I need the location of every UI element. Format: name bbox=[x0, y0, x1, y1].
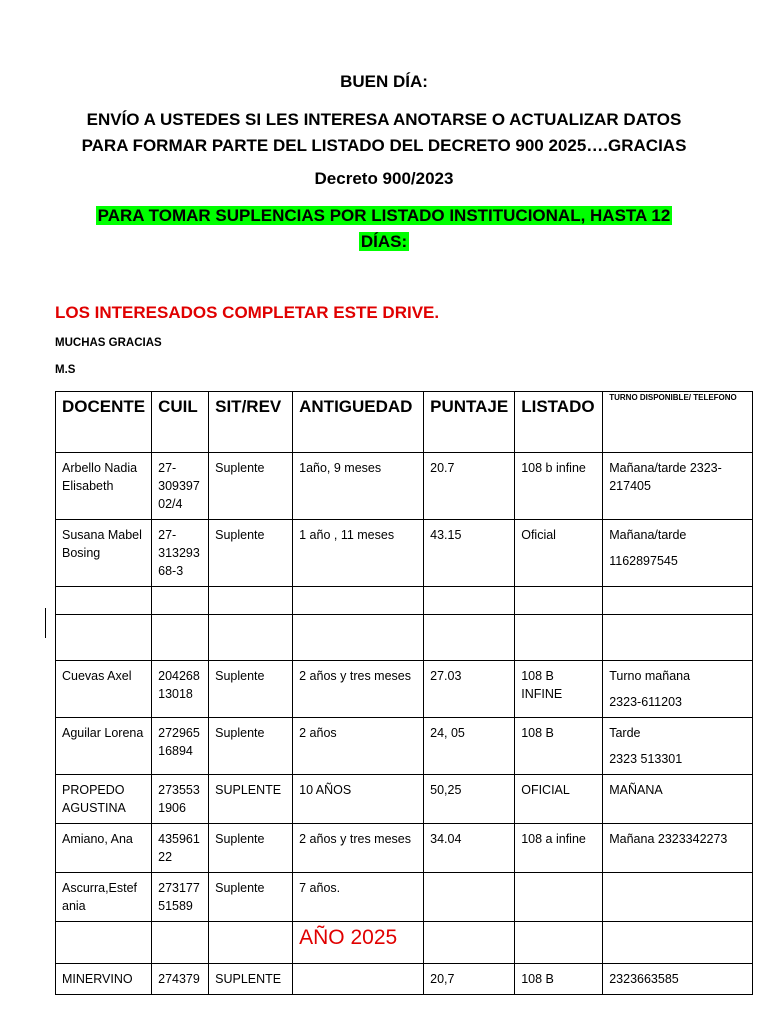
cell-antiguedad: 1 año , 11 meses bbox=[293, 520, 424, 587]
empty-cell bbox=[56, 922, 152, 964]
cell-listado: 108 B bbox=[515, 718, 603, 775]
col-header-puntaje: PUNTAJE bbox=[424, 392, 515, 453]
cell-antiguedad: 7 años. bbox=[293, 873, 424, 922]
greeting-heading: BUEN DÍA: bbox=[340, 72, 428, 91]
cell-cuil: 274379 bbox=[152, 964, 209, 995]
text-cursor bbox=[45, 608, 46, 638]
cell-sit bbox=[209, 615, 293, 661]
cell-docente: MINERVINO bbox=[56, 964, 152, 995]
cell-cuil: 204268 13018 bbox=[152, 661, 209, 718]
col-header-turno-telefono: TURNO DISPONIBLE/ TELEFONO bbox=[603, 392, 753, 453]
cell-docente: Cuevas Axel bbox=[56, 661, 152, 718]
highlight-notice bbox=[0, 203, 768, 255]
table-row bbox=[56, 718, 753, 775]
cell-sit bbox=[209, 587, 293, 615]
cell-turno: Mañana/tarde 2323-217405 bbox=[603, 453, 753, 520]
cell-turno: Mañana/tarde 1162897545 bbox=[603, 520, 753, 587]
cell-docente: Ascurra,Estef ania bbox=[56, 873, 152, 922]
cell-docente: Arbello Nadia Elisabeth bbox=[56, 453, 152, 520]
cell-listado: 108 B bbox=[515, 964, 603, 995]
thanks-text: MUCHAS GRACIAS bbox=[55, 337, 162, 349]
cell-puntaje: 24, 05 bbox=[424, 718, 515, 775]
year-label-cell: AÑO 2025 bbox=[293, 922, 424, 964]
cell-antiguedad bbox=[293, 587, 424, 615]
cell-antiguedad bbox=[293, 964, 424, 995]
cell-puntaje: 20,7 bbox=[424, 964, 515, 995]
cell-sit: SUPLENTE bbox=[209, 964, 293, 995]
cell-cuil bbox=[152, 587, 209, 615]
table-row bbox=[56, 587, 753, 615]
cell-turno: Mañana 2323342273 bbox=[603, 824, 753, 873]
cell-puntaje bbox=[424, 873, 515, 922]
table-row bbox=[56, 775, 753, 824]
col-header-sit-rev: SIT/REV bbox=[209, 392, 293, 453]
table-row bbox=[56, 453, 753, 520]
cell-turno: Turno mañana 2323-611203 bbox=[603, 661, 753, 718]
table-row bbox=[56, 520, 753, 587]
table-header-row bbox=[56, 392, 753, 453]
cell-puntaje: 34.04 bbox=[424, 824, 515, 873]
cell-puntaje bbox=[424, 587, 515, 615]
table-row bbox=[56, 964, 753, 995]
cell-listado: 108 a infine bbox=[515, 824, 603, 873]
cell-antiguedad bbox=[293, 615, 424, 661]
drive-notice: LOS INTERESADOS COMPLETAR ESTE DRIVE. bbox=[55, 303, 440, 322]
cell-docente: PROPEDO AGUSTINA bbox=[56, 775, 152, 824]
col-header-docente: DOCENTE bbox=[56, 392, 152, 453]
table-row bbox=[56, 824, 753, 873]
highlight-line-2: DÍAS: bbox=[360, 232, 408, 251]
col-header-cuil: CUIL bbox=[152, 392, 209, 453]
cell-antiguedad: 2 años y tres meses bbox=[293, 824, 424, 873]
cell-turno bbox=[603, 615, 753, 661]
cell-sit: SUPLENTE bbox=[209, 775, 293, 824]
cell-sit: Suplente bbox=[209, 453, 293, 520]
cell-antiguedad: 2 años y tres meses bbox=[293, 661, 424, 718]
cell-antiguedad: 2 años bbox=[293, 718, 424, 775]
empty-cell bbox=[603, 922, 753, 964]
cell-puntaje: 43.15 bbox=[424, 520, 515, 587]
cell-cuil: 27-313293 68-3 bbox=[152, 520, 209, 587]
empty-cell bbox=[424, 922, 515, 964]
cell-listado bbox=[515, 873, 603, 922]
cell-turno: 2323663585 bbox=[603, 964, 753, 995]
cell-telefono: 2323-611203 bbox=[609, 695, 682, 709]
col-header-antiguedad: ANTIGUEDAD bbox=[293, 392, 424, 453]
intro-text bbox=[0, 107, 768, 159]
decreto-title: Decreto 900/2023 bbox=[314, 169, 454, 188]
signature-text: M.S bbox=[55, 364, 76, 376]
cell-cuil: 435961 22 bbox=[152, 824, 209, 873]
cell-turno bbox=[603, 873, 753, 922]
cell-sit: Suplente bbox=[209, 520, 293, 587]
cell-cuil: 27-309397 02/4 bbox=[152, 453, 209, 520]
col-header-listado: LISTADO bbox=[515, 392, 603, 453]
cell-sit: Suplente bbox=[209, 718, 293, 775]
cell-docente: Susana Mabel Bosing bbox=[56, 520, 152, 587]
cell-cuil: 272965 16894 bbox=[152, 718, 209, 775]
cell-docente: Aguilar Lorena bbox=[56, 718, 152, 775]
cell-sit: Suplente bbox=[209, 661, 293, 718]
cell-antiguedad: 1año, 9 meses bbox=[293, 453, 424, 520]
highlight-line-1: PARA TOMAR SUPLENCIAS POR LISTADO INSTITUCIONAL, HASTA 12 bbox=[97, 206, 671, 225]
cell-puntaje bbox=[424, 615, 515, 661]
cell-cuil: 273553 1906 bbox=[152, 775, 209, 824]
cell-turno bbox=[603, 587, 753, 615]
table-row bbox=[56, 661, 753, 718]
cell-listado: 108 B INFINE bbox=[515, 661, 603, 718]
cell-cuil bbox=[152, 615, 209, 661]
cell-puntaje: 27.03 bbox=[424, 661, 515, 718]
docentes-table bbox=[55, 391, 753, 995]
table-row bbox=[56, 615, 753, 661]
cell-telefono: 1162897545 bbox=[609, 554, 678, 568]
cell-docente: Amiano, Ana bbox=[56, 824, 152, 873]
empty-cell bbox=[515, 922, 603, 964]
empty-cell bbox=[209, 922, 293, 964]
cell-telefono: 2323 513301 bbox=[609, 752, 683, 766]
cell-turno: Tarde 2323 513301 bbox=[603, 718, 753, 775]
cell-puntaje: 20.7 bbox=[424, 453, 515, 520]
cell-antiguedad: 10 AÑOS bbox=[293, 775, 424, 824]
table-row-year bbox=[56, 922, 753, 964]
cell-listado: Oficial bbox=[515, 520, 603, 587]
cell-puntaje: 50,25 bbox=[424, 775, 515, 824]
intro-line-2: PARA FORMAR PARTE DEL LISTADO DEL DECRETO 900 2025….GRACIAS bbox=[81, 136, 687, 155]
intro-line-1: ENVÍO A USTEDES SI LES INTERESA ANOTARSE O ACTUALIZAR DATOS bbox=[86, 110, 682, 129]
cell-docente bbox=[56, 615, 152, 661]
cell-cuil: 273177 51589 bbox=[152, 873, 209, 922]
cell-turno: MAÑANA bbox=[603, 775, 753, 824]
cell-listado bbox=[515, 587, 603, 615]
cell-listado: 108 b infine bbox=[515, 453, 603, 520]
empty-cell bbox=[152, 922, 209, 964]
cell-listado: OFICIAL bbox=[515, 775, 603, 824]
cell-listado bbox=[515, 615, 603, 661]
cell-sit: Suplente bbox=[209, 873, 293, 922]
cell-docente bbox=[56, 587, 152, 615]
cell-sit: Suplente bbox=[209, 824, 293, 873]
table-row bbox=[56, 873, 753, 922]
